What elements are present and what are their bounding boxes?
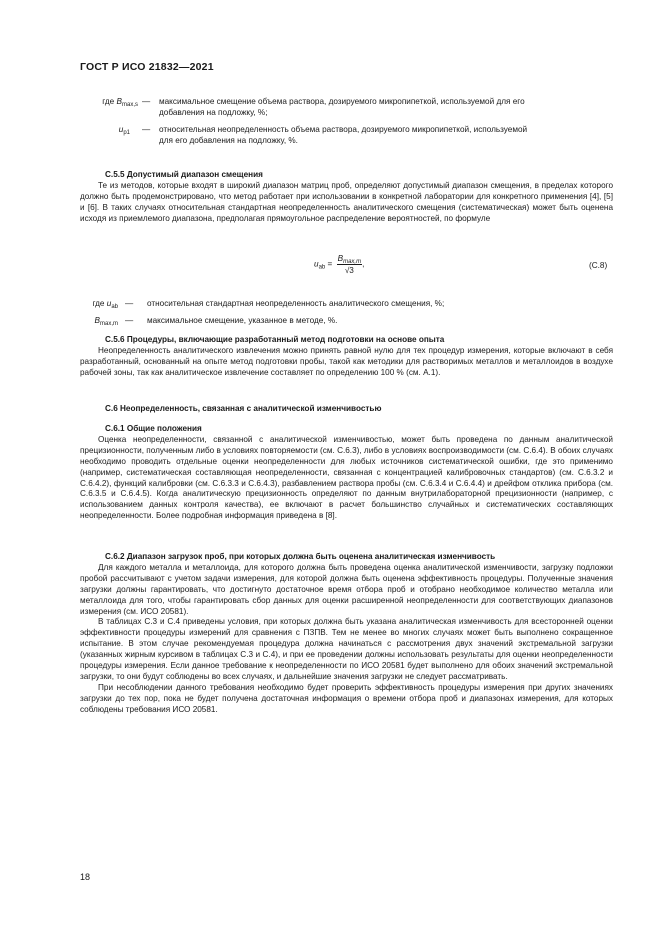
section-c62 (80, 552, 613, 716)
document-header: ГОСТ Р ИСО 21832—2021 (80, 61, 214, 73)
paragraph: Те из методов, которые входят в широкий диапазон матриц проб, определяют допустимый диапазон смещения, в пределах которого должно быть продемонстрировано, что метод работает при использовании в конкретной лаборатории для конкретного применения [4], [5] и [6]. В таких случаях относительная стандартная неопределенность аналитического смещения (систематическая) может быть оценена исходя из приемлемого диапазона, предполагая прямоугольное распределение вероятностей, по формуле (80, 180, 613, 223)
section-c55 (80, 170, 613, 225)
section-heading: С.6.2 Диапазон загрузок проб, при которых должна быть оценена аналитическая изменчивость (105, 552, 496, 561)
definition-dash: — (142, 125, 151, 134)
definition-text: относительная стандартная неопределенность аналитического смещения, %; (147, 299, 445, 308)
paragraph: При несоблюдении данного требования необходимо будет проверить эффективность процедуры измерения при других значениях загрузки до тех пор, пока не будет получена достаточная информация о времени отбора проб и диапазонах измерения, для которых соблюдены требования ИСО 20581. (80, 682, 613, 714)
page-number: 18 (80, 872, 91, 882)
section-c56 (80, 335, 613, 379)
section-heading: С.6.1 Общие положения (105, 424, 202, 433)
formula-c8: $u_{ab}$ = $\frac{B_{max,m}}{√3}$ , (314, 254, 365, 275)
definition-text: максимальное смещение, указанное в методе, %. (147, 316, 338, 325)
section-c61 (80, 424, 613, 522)
definition-text: максимальное смещение объема раствора, дозируемого микропипеткой, используемой для его добавления на подложку, %; (159, 97, 525, 117)
definition-dash: — (125, 316, 134, 325)
definition-dash: — (142, 97, 151, 106)
formula-fraction: $\frac{B_{max,m}}{√3}$ (337, 254, 362, 275)
definition-symbol: где $B_{max,s}$ (102, 97, 138, 108)
definition-row (0, 97, 661, 121)
paragraph: Для каждого металла и металлоида, для которого должна быть проведена оценка аналитической изменчивости, загрузку подложки пробой рассчитывают с учетом задачи измерения, для которой должна быть оценена эффективность процедуры. Полученные значения загрузки должны гарантировать, что достигнуто достаточное время отбора проб и отобрано необходимое количество металла или металлоида для того, чтобы гарантировать сбор данных для оценки расширенной неопределенности для соответствующих диапазонов измерения (см. ИСО 20581). (80, 562, 613, 616)
paragraph: Неопределенность аналитического извлечения можно принять равной нулю для тех процедур измерения, которые включают в себя разработанный, основанный на опыте метод подготовки пробы, такой как методики для растворимых металлов и металлоидов в воздухе рабочей зоны, так как аналитическое извлечение составляет по определению 100 % (см. А.1). (80, 345, 613, 377)
paragraph: В таблицах С.3 и С.4 приведены условия, при которых должна быть указана аналитическая изменчивость для всесторонней оценки эффективности процедуры измерений для сравнения с ПЗПВ. Тем не менее во многих случаях может быть выполнено сокращенное испытание. В этом случае рекомендуемая процедура должна начинаться с рассмотрения двух значений экстремальной загрузки (указанных жирным курсивом в таблицах С.3 и С.4), и при ее проведении должны использовать результаты для оценки неопределенности процедуры измерения. Если данное требование к неопределенности по ИСО 20581 будет выполнено для обоих значений экстремальной загрузки, то они будут соблюдены во всех случаях, и дальнейшие значения загрузки не следует рассматривать. (80, 617, 613, 681)
section-heading: С.5.5 Допустимый диапазон смещения (105, 170, 263, 179)
definition-row (0, 125, 661, 149)
section-heading: С.6 Неопределенность, связанная с аналитической изменчивостью (105, 404, 382, 413)
definition-symbol: $u_{p1}$ (118, 125, 130, 136)
section-heading: С.5.6 Процедуры, включающие разработанный метод подготовки на основе опыта (105, 335, 445, 344)
definition-dash: — (125, 299, 134, 308)
section-c6 (80, 404, 613, 415)
definition-row (0, 316, 661, 328)
definition-symbol: $B_{max,m}$ (94, 316, 118, 327)
definition-row (0, 299, 661, 311)
paragraph: Оценка неопределенности, связанной с аналитической изменчивостью, может быть проведена по данным аналитической прецизионности, полученным либо в условиях повторяемости (см. С.6.3), либо в условиях воспроизводимости (см. С.6.4). В обоих случаях необходимо проводить отдельные оценки неопределенности для любых источников систематической ошибки, где это применимо (например, систематическая составляющая неопределенности, связанная с концентрацией калибровочных стандартов) (см. С.6.3.2 и С.6.4.2), функций калибровки (см. С.6.3.3 и С.6.4.3), разбавлением раствора пробы (см. С.6.3.4 и С.6.4.4) и дрейфом отклика прибора (см. С.6.3.5 и С.6.4.5). Когда аналитическую прецизионность определяют по данным внутрилабораторной прецизионности (например, с использованием данных контроля качества), ее включают в расчет большинство случайных и систематических составляющих неопределенности. Более подробная информация приведена в [8]. (80, 434, 613, 521)
definition-symbol: где $u_{ab}$ (92, 299, 118, 310)
equation-number: (С.8) (589, 261, 608, 270)
definition-text: относительная неопределенность объема раствора, дозируемого микропипеткой, используемой для его добавления на подложку, %. (159, 125, 528, 145)
